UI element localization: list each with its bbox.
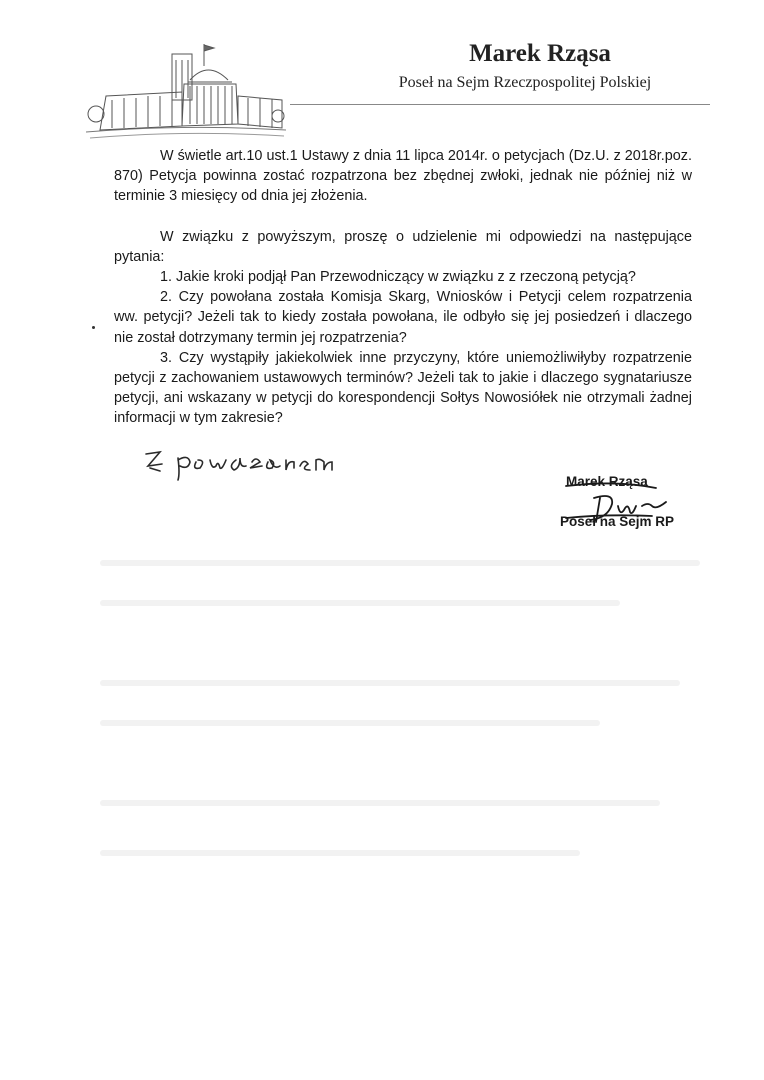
- question-3: 3. Czy wystąpiły jakiekolwiek inne przyczyny, które uniemożliwiłyby rozpatrzenie petycji z zachowaniem ustawowych terminów? Jeżeli tak to jakie i dlaczego sygnatariusze petycji, ani wskazany w petycji do korespondencji Sołtys Nowosiółek nie otrzymali żadnej informacji w tym zakresie?: [114, 349, 692, 427]
- bleed-through: [100, 720, 600, 726]
- question-2: 2. Czy powołana została Komisja Skarg, Wniosków i Petycji celem rozpatrzenia ww. petycji? Jeżeli tak to kiedy została powołana, ile odbyło się jej posiedzeń i dlaczego nie został dotrzymany termin jej rozpatrzenia?: [114, 289, 692, 346]
- signature-title: Poseł na Sejm RP: [560, 514, 675, 529]
- letterhead-name: Marek Rząsa: [469, 40, 611, 67]
- bleed-through: [100, 800, 660, 806]
- sejm-building-icon: [86, 40, 286, 140]
- scan-speck: [92, 326, 95, 329]
- handwritten-signature: [556, 476, 706, 526]
- signature-name: Marek Rząsa: [566, 474, 648, 489]
- bleed-through: [100, 560, 700, 566]
- letter-body: [114, 146, 692, 429]
- paragraph-request: W związku z powyższym, proszę o udzielenie mi odpowiedzi na następujące pytania:: [114, 228, 692, 265]
- paragraph-legal-basis: W świetle art.10 ust.1 Ustawy z dnia 11 lipca 2014r. o petycjach (Dz.U. z 2018r.poz. 870) Petycja powinna zostać rozpatrzona bez zbędnej zwłoki, jednak nie później niż w terminie 3 miesięcy od dnia jej złożenia.: [114, 148, 692, 205]
- bleed-through: [100, 680, 680, 686]
- letterhead-divider: [290, 104, 710, 105]
- handwritten-greeting: [140, 444, 350, 484]
- bleed-through: [100, 850, 580, 856]
- question-1: 1. Jakie kroki podjął Pan Przewodniczący w związku z z rzeczoną petycją?: [160, 269, 636, 286]
- letterhead-title: Poseł na Sejm Rzeczpospolitej Polskiej: [398, 74, 652, 91]
- bleed-through: [100, 600, 620, 606]
